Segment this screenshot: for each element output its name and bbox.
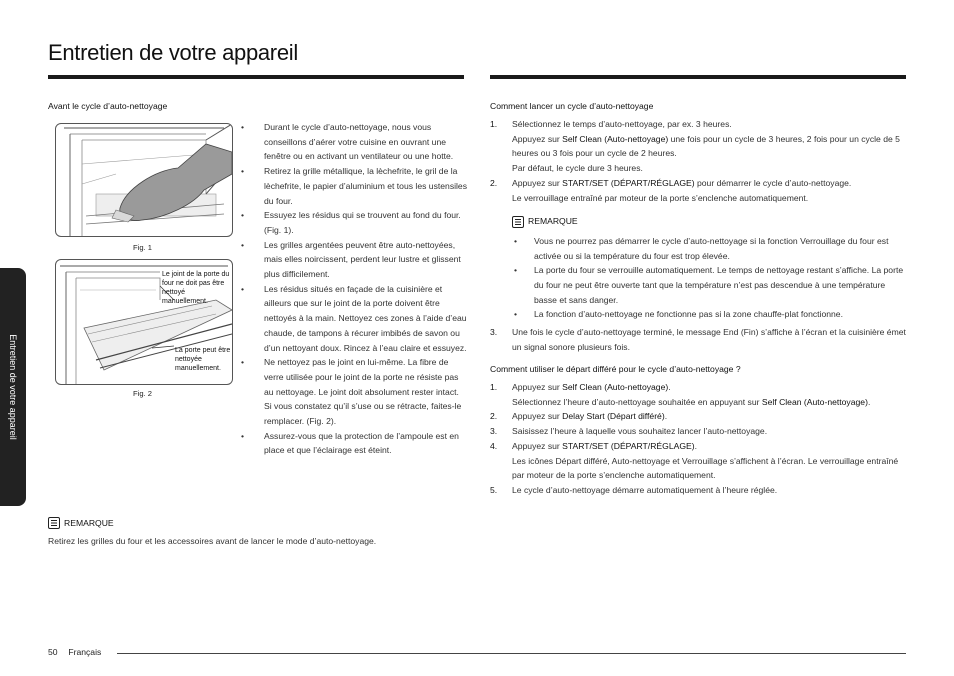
list-item: • Ne nettoyez pas le joint en lui-même. La fibre de verre utilisée pour le joint de la porte ne résiste pas au nettoyage. Le joint doit absolument rester intact. Si vous constatez qu’il s’use ou se rétracte, faites-le remplacer. (Fig. 2). (240, 355, 468, 429)
step-text: Appuyez sur Self Clean (Auto-nettoyage) une fois pour un cycle de 3 heures, 2 fois pour un cycle de 5 heures ou 3 fois pour un cycle de 2 heures. (512, 133, 900, 159)
step-number: 3. (490, 327, 498, 338)
key-label: Self Clean (Auto-nettoyage) (761, 396, 868, 407)
step-text: Appuyez sur Self Clean (Auto-nettoyage). (512, 382, 671, 392)
before-cleaning-list (240, 120, 468, 458)
step-text: Le cycle d’auto-nettoyage démarre automatiquement à l’heure réglée. (512, 484, 778, 495)
self-clean-steps (490, 117, 908, 355)
page-title: Entretien de votre appareil (48, 40, 298, 65)
figure-1-caption: Fig. 1 (133, 243, 152, 252)
oven-wipe-drawing (56, 124, 232, 236)
step-text: Sélectionnez l’heure d’auto-nettoyage souhaitée en appuyant sur Self Clean (Auto-nettoyage). (512, 396, 871, 407)
delay-start-steps (490, 380, 908, 498)
step-3 (490, 325, 908, 354)
left-note-heading (48, 517, 114, 529)
list-item: • Les grilles argentées peuvent être auto-nettoyées, mais elles noircissent, perdent leur lustre et glissent plus difficilement. (240, 238, 468, 282)
step-text: Sélectionnez le temps d’auto-nettoyage, par ex. 3 heures. (512, 119, 732, 129)
step-number: 1. (490, 119, 498, 129)
side-section-tab (0, 268, 26, 506)
right-note-list (490, 234, 908, 322)
note-icon (512, 216, 524, 228)
list-item: • La porte du four se verrouille automatiquement. Le temps de nettoyage restant s’affiche. La porte du four ne peut être ouverte tant que la température n’est pas descendue à une température basse et sans danger. (512, 263, 908, 307)
list-item: • Vous ne pourrez pas démarrer le cycle d’auto-nettoyage si la fonction Verrouillage du four est activée ou si la température du four est trop élevée. (512, 234, 908, 263)
step-text: Appuyez sur START/SET (DÉPART/RÉGLAGE). (512, 440, 697, 451)
key-label: Delay Start (Départ différé) (562, 411, 665, 422)
step-number: 2. (490, 177, 498, 188)
step-2 (490, 176, 908, 229)
key-label: START/SET (DÉPART/RÉGLAGE) (562, 177, 695, 188)
step-number: 4. (490, 440, 498, 451)
left-section-heading: Avant le cycle d’auto-nettoyage (48, 101, 168, 111)
door-callout: La porte peut être nettoyée manuellement. (175, 347, 231, 372)
footer-rule (117, 653, 906, 654)
step-number: 5. (490, 484, 498, 495)
list-item: • Durant le cycle d’auto-nettoyage, nous vous conseillons d’aérer votre cuisine en ouvrant une fenêtre ou en activant un ventilateur ou une hotte. (240, 120, 468, 164)
step-text: Une fois le cycle d’auto-nettoyage terminé, le message End (Fin) s’affiche à l’écran et la cuisinière émet un signal sonore plusieurs fois. (512, 327, 906, 352)
page-number: 50 (48, 647, 58, 657)
page-footer (48, 647, 101, 657)
step-text: Par défaut, le cycle dure 3 heures. (512, 163, 643, 174)
right-note-heading (512, 214, 908, 229)
footer-language: Français (68, 647, 102, 657)
note-icon (48, 517, 60, 529)
figure-2-illustration (55, 259, 233, 385)
step-text: Les icônes Départ différé, Auto-nettoyage et Verrouillage s’affichent à l’écran. Le verrouillage entraîné par moteur de la porte s’enclenche automatiquement. (512, 455, 899, 481)
right-section-heading-2: Comment utiliser le départ différé pour le cycle d’auto-nettoyage ? (490, 364, 741, 374)
key-label: Self Clean (Auto-nettoyage) (562, 133, 669, 144)
key-label: START/SET (DÉPART/RÉGLAGE) (562, 440, 695, 451)
list-item: • Retirez la grille métallique, la lèchefrite, le gril de la lèchefrite, le papier d’aluminium et tous les ustensiles du four. (240, 164, 468, 208)
side-tab-label: Entretien de votre appareil (8, 334, 18, 440)
delay-step-2 (490, 409, 908, 424)
note-label: REMARQUE (64, 518, 114, 528)
figure-2-caption: Fig. 2 (133, 389, 152, 398)
step-text: Saisissez l’heure à laquelle vous souhaitez lancer l’auto-nettoyage. (512, 426, 768, 437)
list-item: • La fonction d’auto-nettoyage ne fonctionne pas si la zone chauffe-plat fonctionne. (512, 307, 908, 322)
step-1 (490, 117, 908, 176)
delay-step-1 (490, 380, 908, 409)
step-text: Appuyez sur Delay Start (Départ différé). (512, 411, 668, 422)
key-label: Self Clean (Auto-nettoyage) (562, 382, 669, 392)
gasket-callout: Le joint de la porte du four ne doit pas être nettoyé manuellement. (162, 271, 230, 305)
figure-1-illustration (55, 123, 233, 237)
delay-step-3 (490, 424, 908, 439)
list-item: • Les résidus situés en façade de la cuisinière et ailleurs que sur le joint de la porte doivent être nettoyés à la main. Nettoyez ces zones à l’aide d’eau chaude, de tampons à récurer imbibés de savon ou d’un nettoyant doux. Rincez à l’eau claire et essuyez. (240, 282, 468, 356)
left-note-text: Retirez les grilles du four et les accessoires avant de lancer le mode d’auto-nettoyage. (48, 536, 377, 546)
note-label: REMARQUE (528, 216, 578, 227)
list-item: • Assurez-vous que la protection de l’ampoule est en place et que l’éclairage est éteint. (240, 429, 468, 458)
delay-step-5 (490, 483, 908, 498)
step-number: 3. (490, 426, 498, 437)
step-number: 2. (490, 411, 498, 422)
right-header-rule (490, 75, 906, 79)
step-text: Le verrouillage entraîné par moteur de la porte s’enclenche automatiquement. (512, 192, 809, 203)
right-section-heading-1: Comment lancer un cycle d’auto-nettoyage (490, 101, 654, 111)
step-text: Appuyez sur START/SET (DÉPART/RÉGLAGE) pour démarrer le cycle d’auto-nettoyage. (512, 177, 852, 188)
list-item: • Essuyez les résidus qui se trouvent au fond du four. (Fig. 1). (240, 208, 468, 237)
left-header-rule (48, 75, 464, 79)
delay-step-4 (490, 439, 908, 483)
step-number: 1. (490, 382, 498, 392)
